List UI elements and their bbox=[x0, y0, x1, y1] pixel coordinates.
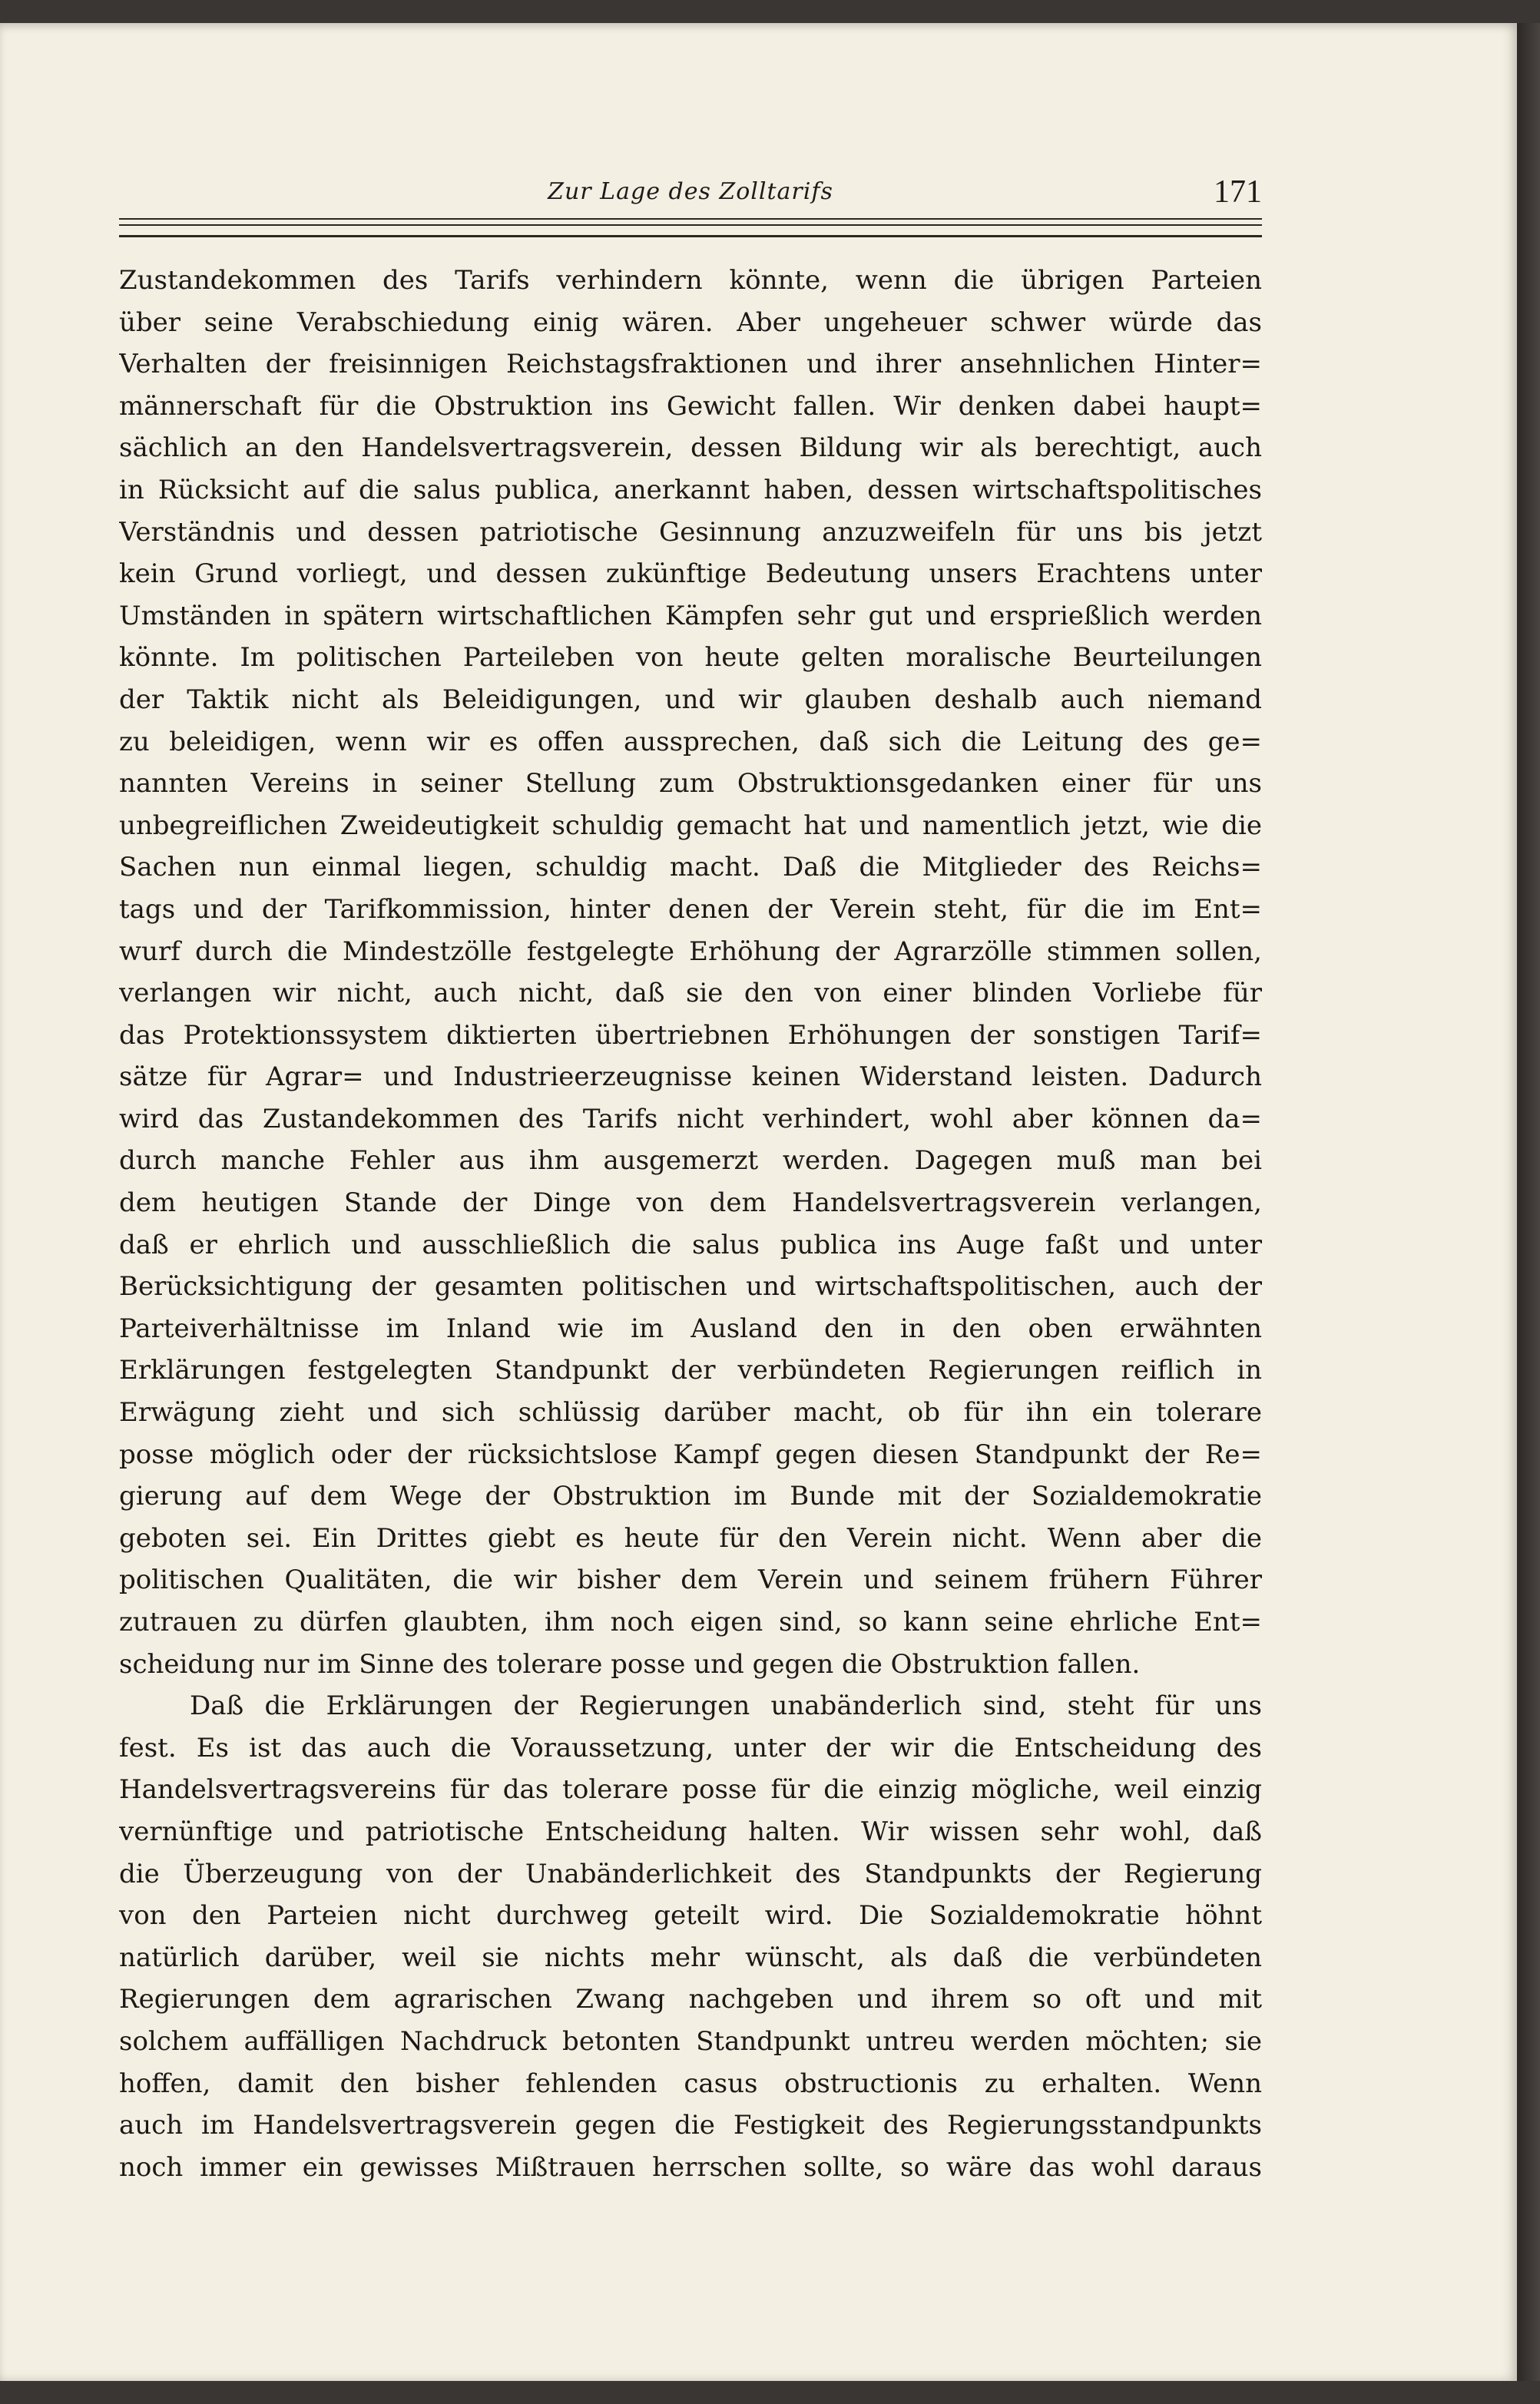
text-line: zutrauen zu dürfen glaubten, ihm noch eigen sind, so kann seine ehrliche Ent= bbox=[119, 1607, 1262, 1637]
text-line: durch manche Fehler aus ihm ausgemerzt werden. Dagegen muß man bei bbox=[119, 1145, 1262, 1177]
text-line: das Protektionssystem diktierten übertriebnen Erhöhungen der sonstigen Tarif= bbox=[119, 1019, 1262, 1051]
text-line: von den Parteien nicht durchweg geteilt wird. Die Sozialdemokratie höhnt bbox=[119, 1900, 1262, 1932]
text-line: nannten Vereins in seiner Stellung zum Obstruktionsgedanken einer für uns bbox=[119, 768, 1262, 800]
text-line: Regierungen dem agrarischen Zwang nachgeben und ihrem so oft und mit bbox=[119, 1984, 1262, 2015]
text-line: gierung auf dem Wege der Obstruktion im Bunde mit der Sozialdemokratie bbox=[119, 1481, 1262, 1512]
text-line: Umständen in spätern wirtschaftlichen Kämpfen sehr gut und ersprießlich werden bbox=[119, 600, 1262, 631]
text-line: scheidung nur im Sinne des tolerare posse und gegen die Obstruktion fallen. bbox=[119, 1648, 1141, 1680]
text-line: Berücksichtigung der gesamten politischen und wirtschaftspolitischen, auch der bbox=[119, 1271, 1262, 1303]
text-line: daß er ehrlich und ausschließlich die salus publica ins Auge faßt und unter bbox=[119, 1229, 1262, 1260]
page-edge-shadow bbox=[1517, 23, 1540, 2381]
text-line: Handelsvertragsvereins für das tolerare posse für die einzig mögliche, weil einzig bbox=[119, 1774, 1262, 1806]
paragraph-2 bbox=[119, 1685, 1262, 2188]
running-title: Zur Lage des Zolltarifs bbox=[548, 178, 833, 205]
body-text bbox=[119, 260, 1262, 2188]
header-rule bbox=[119, 224, 1262, 226]
text-line: über seine Verabschiedung einig wären. Aber ungeheuer schwer würde das bbox=[119, 306, 1262, 338]
text-line: kein Grund vorliegt, und dessen zukünftige Bedeutung unsers Erachtens unter bbox=[119, 558, 1262, 590]
text-line: noch immer ein gewisses Mißtrauen herrschen sollte, so wäre das wohl daraus bbox=[119, 2151, 1262, 2183]
text-line: könnte. Im politischen Parteileben von heute gelten moralische Beurteilungen bbox=[119, 642, 1262, 674]
text-line: unbegreiflichen Zweideutigkeit schuldig gemacht hat und namentlich jetzt, wie die bbox=[119, 810, 1262, 841]
text-line: Parteiverhältnisse im Inland wie im Ausland den in den oben erwähnten bbox=[119, 1313, 1262, 1344]
text-line: tags und der Tarifkommission, hinter denen der Verein steht, für die im Ent= bbox=[119, 893, 1262, 925]
text-line: dem heutigen Stande der Dinge von dem Handelsvertragsverein verlangen, bbox=[119, 1187, 1262, 1219]
text-line: Verhalten der freisinnigen Reichstagsfraktionen und ihrer ansehnlichen Hinter= bbox=[119, 349, 1262, 380]
page-header bbox=[119, 167, 1262, 214]
text-line: vernünftige und patriotische Entscheidung halten. Wir wissen sehr wohl, daß bbox=[119, 1816, 1262, 1847]
text-line: Verständnis und dessen patriotische Gesinnung anzuzweifeln für uns bis jetzt bbox=[119, 516, 1262, 548]
text-line: geboten sei. Ein Drittes giebt es heute für den Verein nicht. Wenn aber die bbox=[119, 1522, 1262, 1554]
text-line: wird das Zustandekommen des Tarifs nicht verhindert, wohl aber können da= bbox=[119, 1103, 1262, 1134]
text-line: Erklärungen festgelegten Standpunkt der verbündeten Regierungen reiflich in bbox=[119, 1355, 1262, 1386]
text-line: natürlich darüber, weil sie nichts mehr wünscht, als daß die verbündeten bbox=[119, 1942, 1262, 1973]
text-line: zu beleidigen, wenn wir es offen aussprechen, daß sich die Leitung des ge= bbox=[119, 726, 1262, 757]
text-line: in Rücksicht auf die salus publica, anerkannt haben, dessen wirtschaftspolitisches bbox=[119, 474, 1262, 505]
text-line: hoffen, damit den bisher fehlenden casus obstructionis zu erhalten. Wenn bbox=[119, 2068, 1262, 2099]
text-line: auch im Handelsvertragsverein gegen die Festigkeit des Regierungsstandpunkts bbox=[119, 2110, 1262, 2141]
text-line: fest. Es ist das auch die Voraussetzung, unter der wir die Entscheidung des bbox=[119, 1732, 1262, 1763]
text-line: die Überzeugung von der Unabänderlichkeit des Standpunkts der Regierung bbox=[119, 1858, 1262, 1889]
text-line: verlangen wir nicht, auch nicht, daß sie den von einer blinden Vorliebe für bbox=[119, 978, 1262, 1009]
text-line: solchem auffälligen Nachdruck betonten Standpunkt untreu werden möchten; sie bbox=[119, 2025, 1262, 2057]
text-line: Zustandekommen des Tarifs verhindern könnte, wenn die übrigen Parteien bbox=[119, 265, 1262, 296]
text-line: Daß die Erklärungen der Regierungen unabänderlich sind, steht für uns bbox=[190, 1690, 1262, 1722]
header-rule bbox=[119, 218, 1262, 220]
text-line: posse möglich oder der rücksichtslose Kampf gegen diesen Standpunkt der Re= bbox=[119, 1439, 1262, 1470]
text-line: Erwägung zieht und sich schlüssig darüber macht, ob für ihn ein tolerare bbox=[119, 1397, 1262, 1429]
text-line: sätze für Agrar= und Industrieerzeugnisse keinen Widerstand leisten. Dadurch bbox=[119, 1061, 1262, 1093]
page-number: 171 bbox=[1214, 174, 1262, 210]
text-line: politischen Qualitäten, die wir bisher dem Verein und seinem frühern Führer bbox=[119, 1565, 1262, 1596]
text-line: der Taktik nicht als Beleidigungen, und wir glauben deshalb auch niemand bbox=[119, 684, 1262, 715]
text-line: Sachen nun einmal liegen, schuldig macht. Daß die Mitglieder des Reichs= bbox=[119, 852, 1262, 883]
text-line: männerschaft für die Obstruktion ins Gewicht fallen. Wir denken dabei haupt= bbox=[119, 390, 1262, 422]
header-rule bbox=[119, 235, 1262, 237]
paragraph-1 bbox=[119, 260, 1262, 1685]
text-line: sächlich an den Handelsvertragsverein, dessen Bildung wir als berechtigt, auch bbox=[119, 432, 1262, 464]
text-line: wurf durch die Mindestzölle festgelegte Erhöhung der Agrarzölle stimmen sollen, bbox=[119, 935, 1262, 967]
